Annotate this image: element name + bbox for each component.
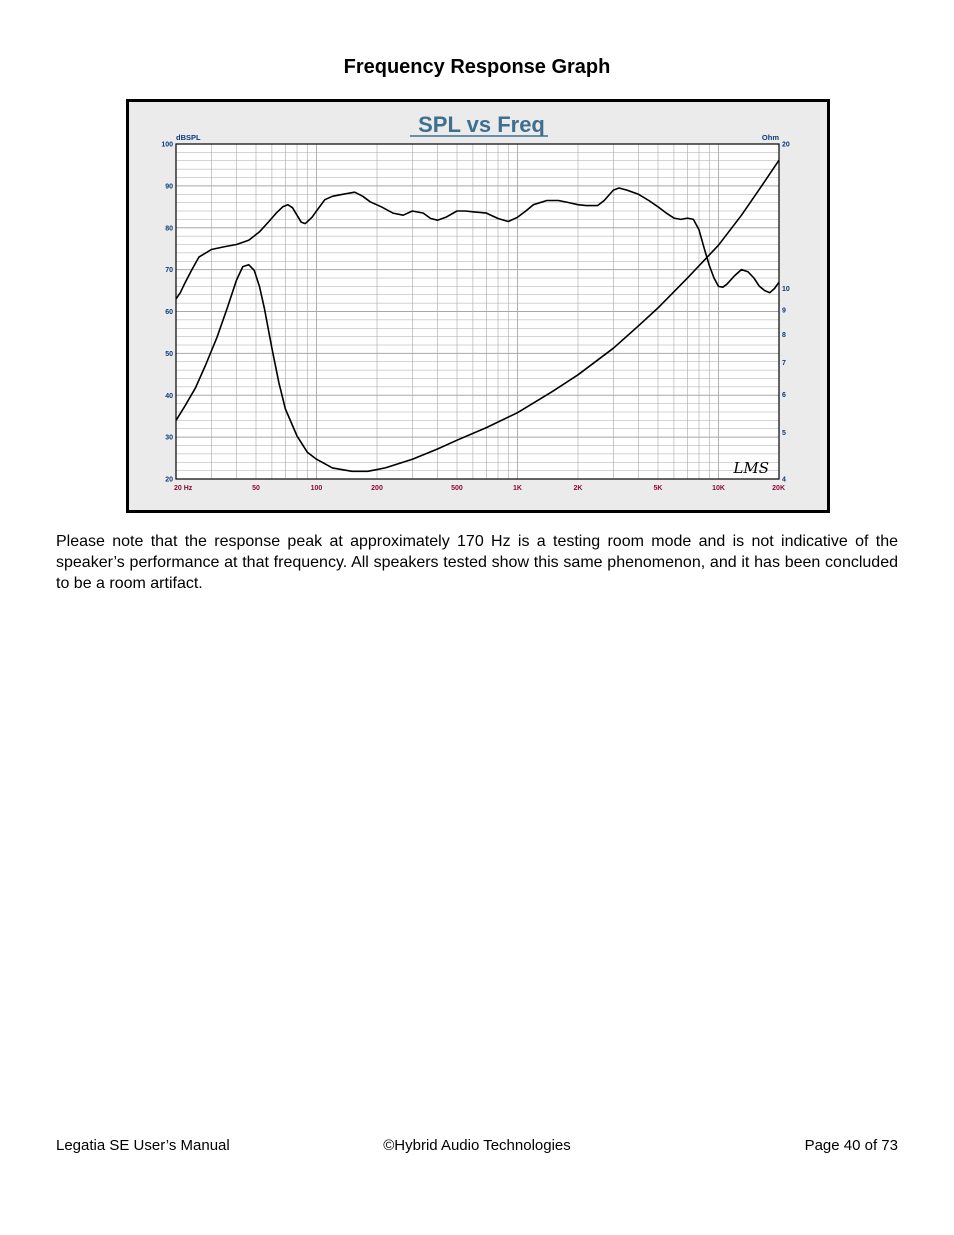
spl-vs-freq-chart-svg xyxy=(129,102,827,510)
y-tick-right-label: 6 xyxy=(782,392,786,400)
footer-copyright: ©Hybrid Audio Technologies xyxy=(383,1137,571,1154)
y-tick-left-label: 60 xyxy=(165,309,173,316)
y-axis-right-label: Ohm xyxy=(761,133,779,142)
y-tick-right-label: 4 xyxy=(782,476,786,484)
y-tick-right-label: 8 xyxy=(782,332,786,340)
y-tick-left-label: 40 xyxy=(165,392,173,400)
y-tick-left-label: 30 xyxy=(165,434,173,442)
y-tick-right-label: 7 xyxy=(782,360,786,368)
y-tick-left-label: 50 xyxy=(165,350,173,358)
x-tick-label: 20K xyxy=(772,485,785,492)
room-mode-note: Please note that the response peak at approximately 170 Hz is a testing room mode and is not indicative of the speaker’s performance at that frequency. All speakers tested show this same phenomenon, and it has been concluded to be a room artifact. xyxy=(56,533,898,592)
x-tick-label: 100 xyxy=(310,485,323,492)
page-heading: Frequency Response Graph xyxy=(343,56,611,78)
y-tick-right-label: 20 xyxy=(782,141,790,149)
chart-title: SPL vs Freq xyxy=(418,112,545,137)
x-tick-label: 20 Hz xyxy=(174,485,193,492)
y-tick-left-label: 100 xyxy=(161,141,173,149)
x-tick-label: 50 xyxy=(252,485,260,492)
lms-watermark: LMS xyxy=(733,459,769,477)
x-tick-label: 2K xyxy=(573,485,583,492)
y-tick-right-label: 9 xyxy=(782,307,786,315)
x-tick-label: 5K xyxy=(653,485,663,492)
x-tick-label: 200 xyxy=(371,485,383,492)
y-tick-left-label: 20 xyxy=(165,476,173,484)
y-tick-left-label: 70 xyxy=(165,267,173,275)
footer-manual-title: Legatia SE User’s Manual xyxy=(56,1137,230,1154)
x-tick-label: 10K xyxy=(712,485,725,492)
y-tick-right-label: 5 xyxy=(782,430,786,438)
y-tick-right-label: 10 xyxy=(782,285,790,293)
footer-page-number: Page 40 of 73 xyxy=(804,1137,898,1154)
y-axis-left-label: dBSPL xyxy=(176,133,201,142)
x-tick-label: 500 xyxy=(451,485,463,492)
y-tick-left-label: 80 xyxy=(165,225,173,233)
y-tick-left-label: 90 xyxy=(165,183,173,191)
frequency-response-chart xyxy=(126,99,830,513)
x-tick-label: 1K xyxy=(513,485,522,492)
